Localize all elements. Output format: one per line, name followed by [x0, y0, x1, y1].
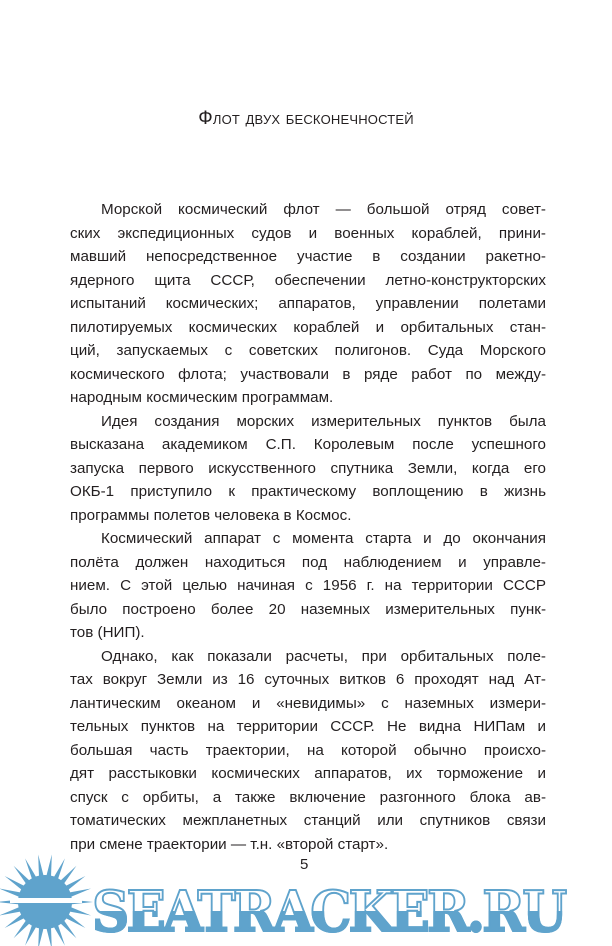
body-text: [70, 198, 546, 856]
sun-ray: [14, 920, 30, 938]
text-line: томатических межпланетных станций или спутников связи: [70, 812, 546, 829]
text-line: запуска первого искусственного спутника Земли, когда его: [70, 459, 546, 477]
sun-ray: [66, 914, 86, 928]
sun-ray: [46, 927, 51, 946]
sun-ray: [60, 920, 76, 938]
sun-ray: [5, 876, 25, 890]
text-line: Идея создания морских измерительных пунктов была: [101, 412, 546, 430]
text-line: ОКБ-1 приступило к практическому воплощению в жизнь: [70, 483, 546, 500]
sun-ray: [38, 927, 43, 946]
text-line: космического флота; участвовали в ряде работ по между-: [70, 365, 546, 383]
sun-ray: [0, 888, 21, 896]
text-line: пилотируемых космических кораблей и орбитальных стан-: [70, 318, 546, 336]
text-line: Космический аппарат с момента старта и до окончания: [101, 530, 546, 547]
text-line: большая часть траектории, на которой обычно происхо-: [70, 741, 546, 759]
sun-ray: [69, 907, 91, 915]
text-line: было построено более 20 наземных измерительных пунк-: [70, 600, 546, 618]
sun-ray: [38, 854, 43, 876]
sun-ray: [25, 858, 36, 879]
text-line: тельных пунктов на территории СССР. Не видна НИПам и: [70, 718, 546, 735]
text-line: народным космическим программам.: [70, 389, 334, 406]
sun-ray: [0, 907, 21, 915]
text-line: Однако, как показали расчеты, при орбитальных поле-: [101, 647, 546, 665]
text-line: спуск с орбиты, а также включение разгонного блока ав-: [70, 788, 546, 806]
sun-ray: [54, 925, 65, 946]
page-number: 5: [300, 856, 309, 873]
text-line: тах вокруг Земли из 16 суточных витков 6 проходят над Ат-: [70, 671, 546, 688]
text-line: нием. С этой целью начиная с 1956 г. на территории СССР: [70, 577, 546, 594]
sun-ray: [69, 888, 91, 896]
text-line: Морской космический флот — большой отряд совет-: [101, 201, 546, 218]
text-line: программы полетов человека в Космос.: [70, 506, 352, 524]
sun-ray: [5, 914, 25, 928]
text-line: высказана академиком С.П. Королевым после успешного: [70, 436, 546, 453]
text-line: при смене траектории — т.н. «второй старт».: [70, 835, 389, 853]
sun-ray: [25, 925, 36, 946]
text-line: ций, запускаемых с советских полигонов. Суда Морского: [70, 342, 546, 359]
sun-ray: [14, 866, 30, 884]
text-line: ских экспедиционных судов и военных кораблей, прини-: [70, 224, 546, 242]
watermark-text: SEATRACKER.RU: [92, 879, 565, 945]
sun-ray: [60, 866, 76, 884]
text-line: испытаний космических; аппаратов, управлении полетами: [70, 295, 546, 312]
text-line: ядерного щита СССР, обеспечении летно-конструкторских: [70, 271, 546, 289]
sun-ray: [54, 858, 65, 879]
chapter-title: Флот двух бесконечностей: [198, 108, 414, 129]
text-line: мавший непосредственное участие в создании ракетно-: [70, 248, 546, 265]
text-line: дят расстыковки космических аппаратов, их торможение и: [70, 765, 546, 782]
text-line: полёта должен находиться под наблюдением и управле-: [70, 553, 546, 571]
sun-ray: [46, 854, 51, 876]
sun-ray: [66, 876, 86, 890]
text-line: тов (НИП).: [70, 624, 145, 641]
horizon-line: [10, 898, 82, 903]
text-line: лантическим океаном и «невидимы» с наземных измери-: [70, 694, 546, 712]
